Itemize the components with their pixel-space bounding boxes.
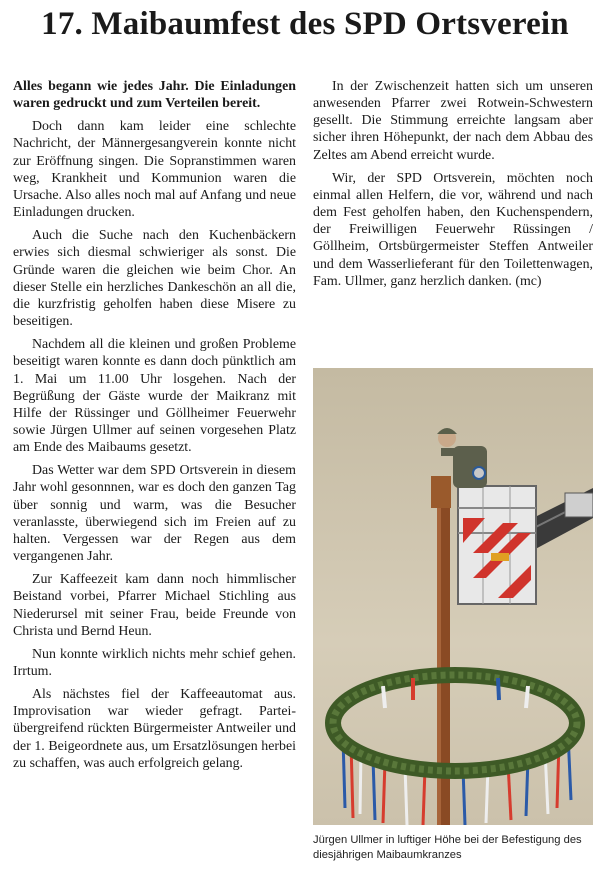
photo-caption: Jürgen Ullmer in luftiger Höhe bei der Befestigung des diesjährigen Maibaumkranzes (313, 834, 582, 861)
body-paragraph: Nun konnte wirklich nichts mehr schief gehen. Irrtum. (13, 646, 296, 679)
body-paragraph: In der Zwischenzeit hatten sich um unseren anwesenden Pfarrer zwei Rotwein-Schwestern gesellt. Die Stimmung erreichte langsam aber sicher ihren Höhepunkt, der nach dem Abbau des Zeltes am Abend erreicht wurde. (313, 79, 593, 163)
article-column-left (13, 78, 296, 778)
maibaum-photo (313, 368, 593, 825)
body-paragraph: Das Wetter war dem SPD Ortsverein in diesem Jahr wohl gesonnnen, war es doch den ganzen Tag über sonnig und warm, was die Besucher veranlasste, überwiegend sich im Freien auf zu halten. Vergessen war der Regen aus dem vergangenen Jahr. (13, 463, 296, 565)
body-paragraph: Auch die Suche nach den Kuchenbäckern erwies sich diesmal schwieriger als sonst. Die Gründe waren die gleichen wie beim Chor. An dieser Stelle ein herzliches Dankeschön an all die, die kurzfristig geholfen haben diese Misere zu beseitigen. (13, 228, 296, 330)
body-paragraph: Zur Kaffeezeit kam dann noch himmlischer Beistand vorbei, Pfarrer Michael Stichling aus Niederursel mit seiner Frau, beide Freunde von Christa und Bernd Heun. (13, 572, 296, 639)
article-title: 17. Maibaumfest des SPD Ortsverein (41, 6, 569, 42)
article-column-right (313, 78, 593, 296)
body-paragraph: Wir, der SPD Ortsverein, möchten noch einmal allen Helfern, die vor, während und nach dem Fest geholfen haben, den Kuchenspendern, der Freiwilligen Feuerwehr Rüssingen / Göllheim, Ortsbürgermeister Steffen Antweiler und dem Wasserlieferant für den Toilettenwagen, Fam. Ullmer, ganz herzlich danken. (mc) (313, 170, 593, 289)
body-paragraph: Als nächstes fiel der Kaffeeautomat aus. Improvisation war wieder gefragt. Parteiübergreifend rückten Bürgermeister Antweiler und der 1. Beigeordnete aus, um Ersatzlösungen herbei zu schaffen, was auch erfolgreich gelang. (13, 687, 296, 771)
body-paragraph: Doch dann kam leider eine schlechte Nachricht, der Männergesangverein konnte nicht zur Eröffnung singen. Die Sopranstimmen waren weg, Krankheit und Kommunion waren die Ursache. Also alles noch mal auf Anfang und neue Einladungen drucken. (13, 119, 296, 221)
lead-paragraph: Alles begann wie jedes Jahr. Die Einladungen waren gedruckt und zum Verteilen bereit. (13, 79, 296, 112)
maibaum-illustration (313, 368, 593, 825)
body-paragraph: Nachdem all die kleinen und großen Probleme beseitigt waren konnte es dann doch pünktlich am 1. Mai um 11.00 Uhr losgehen. Nach der Begrüßung der Gäste wurde der Maikranz mit Hilfe der Rüssinger und Göllheimer Feuerwehr sowie Jürgen Ullmer auf seinen vorgesehen Platz am Ende des Maibaums gesetzt. (13, 337, 296, 456)
